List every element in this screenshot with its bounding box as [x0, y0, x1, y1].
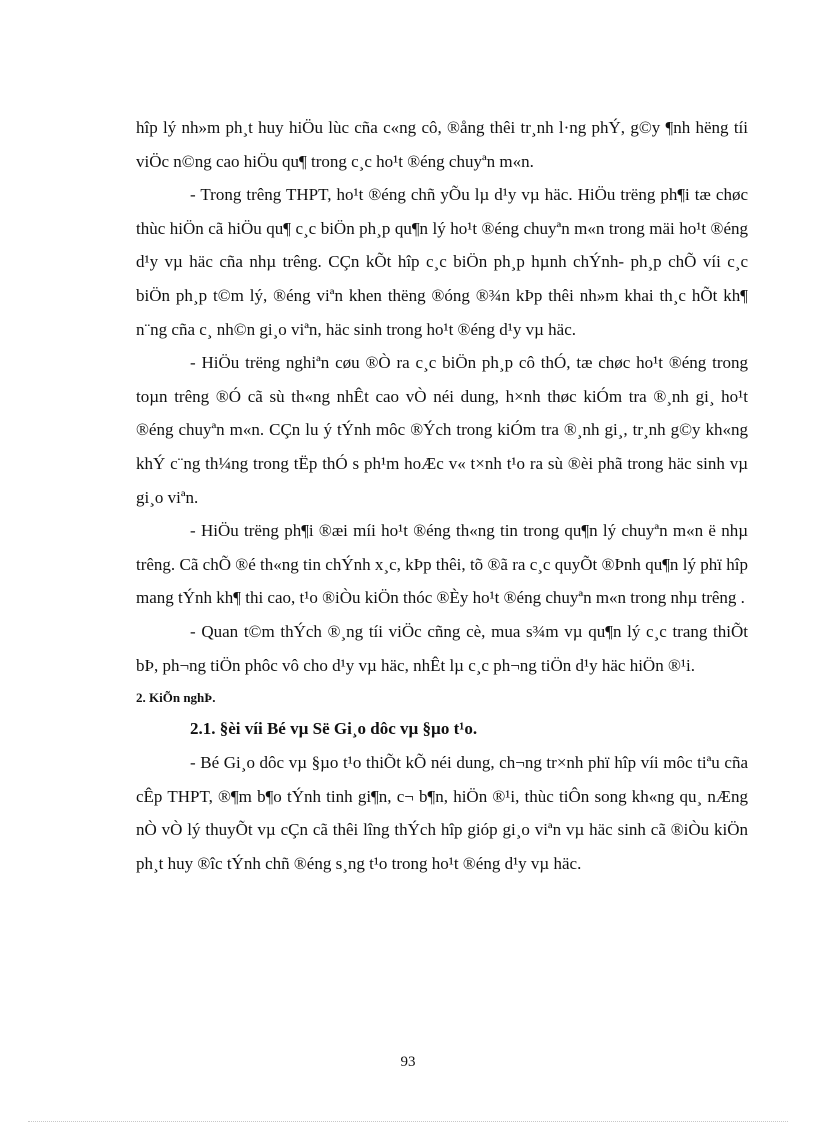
- body-paragraph-2: - Trong trêng THPT, ho¹t ®éng chñ yÕu lµ d¹y vµ häc. HiÖu trëng ph¶i tæ chøc thùc hiÖn cã hiÖu qu¶ c¸c biÖn ph¸p qu¶n lý ho¹t ®éng chuyªn m«n trong mäi ho¹t ®éng d¹y vµ häc cña nhµ trêng. CÇn kÕt hîp c¸c biÖn ph¸p hµnh chÝnh- ph¸p chÕ víi c¸c biÖn ph¸p t©m lý, ®éng viªn khen thëng ®óng ®¾n kÞp thêi nh»m khai th¸c hÕt kh¶ n¨ng cña c¸ nh©n gi¸o viªn, häc sinh trong ho¹t ®éng d¹y vµ häc.: [136, 185, 748, 339]
- body-paragraph-5: - Quan t©m thÝch ®¸ng tíi viÖc cñng cè, mua s¾m vµ qu¶n lý c¸c trang thiÕt bÞ, ph¬ng tiÖn phôc vô cho d¹y vµ häc, nhÊt lµ c¸c ph¬ng tiÖn d¹y häc hiÖn ®¹i.: [136, 621, 748, 675]
- page-number: 93: [400, 1054, 416, 1070]
- subsection-heading: 2.1. §èi víi Bé vµ Së Gi¸o dôc vµ §µo t¹o.: [190, 719, 478, 739]
- subsection-paragraph-1: - Bé Gi¸o dôc vµ §µo t¹o thiÕt kÕ néi dung, ch¬ng tr×nh phï hîp víi môc tiªu cña cÊp THPT, ®¶m b¶o tÝnh tinh gi¶n, c¬ b¶n, hiÖn ®¹i, thùc tiÔn song kh«ng qu¸ nÆng nÒ vÒ lý thuyÕt vµ cÇn cã thêi lîng thÝch hîp gióp gi¸o viªn vµ häc sinh cã ®iÒu kiÖn ph¸t huy ®îc tÝnh chñ ®éng s¸ng t¹o trong ho¹t ®éng d¹y vµ häc.: [136, 753, 748, 873]
- body-paragraph-4: - HiÖu trëng ph¶i ®æi míi ho¹t ®éng th«ng tin trong qu¶n lý chuyªn m«n ë nhµ trêng. Cã chÕ ®é th«ng tin chÝnh x¸c, kÞp thêi, tõ ®ã ra c¸c quyÕt ®Þnh qu¶n lý phï hîp mang tÝnh kh¶ thi cao, t¹o ®iÒu kiÖn thóc ®Èy ho¹t ®éng chuyªn m«n trong nhµ trêng .: [136, 521, 748, 608]
- section-heading: 2. KiÕn nghÞ.: [136, 690, 216, 706]
- page-bottom-border: [28, 1121, 788, 1122]
- body-paragraph-3: - HiÖu trëng nghiªn cøu ®Ò ra c¸c biÖn ph¸p cô thÓ, tæ chøc ho¹t ®éng trong toµn trêng ®Ó cã sù th«ng nhÊt cao vÒ néi dung, h×nh thøc kiÓm tra ®¸nh gi¸ ho¹t ®éng chuyªn m«n. CÇn lu ý tÝnh môc ®Ých trong kiÓm tra ®¸nh gi¸, tr¸nh g©y kh«ng khÝ c¨ng th¼ng trong tËp thÓ s ph¹m hoÆc v« t×nh t¹o ra sù ®èi phã trong häc sinh vµ gi¸o viªn.: [136, 353, 748, 507]
- body-paragraph-1: hîp lý nh»m ph¸t huy hiÖu lùc cña c«ng cô, ®ång thêi tr¸nh l·ng phÝ, g©y ¶nh hëng tíi viÖc n©ng cao hiÖu qu¶ trong c¸c ho¹t ®éng chuyªn m«n.: [136, 118, 748, 171]
- document-body: [136, 111, 748, 880]
